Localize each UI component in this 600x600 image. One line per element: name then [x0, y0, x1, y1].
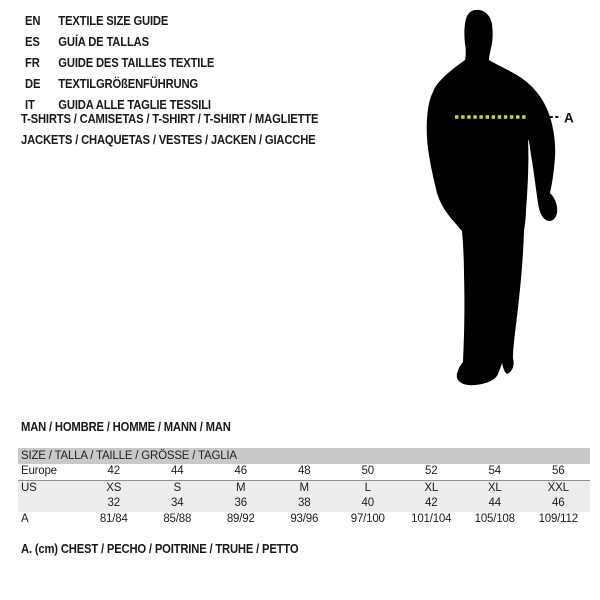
section-title: MAN / HOMBRE / HOMME / MANN / MAN — [21, 420, 231, 434]
footnote: A. (cm) CHEST / PECHO / POITRINE / TRUHE / PETTO — [21, 542, 299, 556]
size-cell: XL — [400, 480, 464, 496]
language-row — [25, 74, 214, 95]
silhouette-path — [427, 10, 557, 385]
language-code: DE — [25, 77, 41, 91]
size-cell: 50 — [336, 464, 400, 480]
size-cell: 46 — [527, 496, 591, 512]
size-cell: XXL — [527, 480, 591, 496]
row-label: Europe — [18, 464, 82, 480]
size-cell: 42 — [82, 464, 146, 480]
language-row — [25, 11, 214, 32]
language-label: TEXTILGRÖßENFÜHRUNG — [58, 77, 199, 91]
size-table-header: SIZE / TALLA / TAILLE / GRÖSSE / TAGLIA — [18, 448, 590, 464]
size-cell: 48 — [273, 464, 337, 480]
size-cell: S — [146, 480, 210, 496]
language-label: TEXTILE SIZE GUIDE — [58, 14, 169, 28]
garment-line-jackets: JACKETS / CHAQUETAS / VESTES / JACKEN / GIACCHE — [21, 133, 316, 147]
man-silhouette-svg — [410, 0, 600, 400]
language-label: GUIDE DES TAILLES TEXTILE — [58, 56, 215, 70]
table-row-intl — [18, 496, 590, 512]
language-code: IT — [25, 98, 35, 112]
size-cell: 109/112 — [538, 512, 578, 525]
size-cell: 42 — [400, 496, 464, 512]
size-cell: 44 — [463, 496, 527, 512]
language-label: GUIDA ALLE TAGLIE TESSILI — [58, 98, 211, 112]
garment-line-tshirts: T-SHIRTS / CAMISETAS / T-SHIRT / T-SHIRT / MAGLIETTE — [21, 112, 319, 126]
size-table — [18, 448, 590, 527]
size-cell: L — [336, 480, 400, 496]
garment-categories — [21, 109, 318, 151]
table-row-europe — [18, 464, 590, 480]
language-row — [25, 53, 214, 74]
man-figure — [410, 0, 600, 400]
row-label: US — [18, 480, 82, 496]
size-cell: 34 — [146, 496, 210, 512]
measure-label: A — [564, 110, 574, 126]
size-cell: 93/96 — [290, 512, 319, 525]
size-cell: 54 — [463, 464, 527, 480]
size-cell: 40 — [336, 496, 400, 512]
size-cell: 97/100 — [350, 512, 385, 525]
size-cell: 81/84 — [99, 512, 128, 525]
table-row-chest — [18, 512, 590, 528]
row-label — [18, 496, 82, 512]
language-row — [25, 32, 214, 53]
size-cell: 44 — [146, 464, 210, 480]
size-cell: 46 — [209, 464, 273, 480]
size-table-header-row — [18, 448, 590, 464]
size-cell: 52 — [400, 464, 464, 480]
language-label: GUÍA DE TALLAS — [58, 35, 149, 49]
size-cell: XL — [463, 480, 527, 496]
language-code: EN — [25, 14, 41, 28]
size-cell: 101/104 — [411, 512, 452, 525]
language-list — [25, 11, 214, 116]
size-cell: 105/108 — [474, 512, 515, 525]
size-cell: XS — [82, 480, 146, 496]
size-cell: 32 — [82, 496, 146, 512]
size-cell: 38 — [273, 496, 337, 512]
table-row-us — [18, 480, 590, 496]
size-cell: 89/92 — [226, 512, 255, 525]
size-cell: M — [209, 480, 273, 496]
size-cell: 56 — [527, 464, 591, 480]
size-cell: 85/88 — [163, 512, 192, 525]
size-cell: M — [273, 480, 337, 496]
size-cell: 36 — [209, 496, 273, 512]
language-code: ES — [25, 35, 40, 49]
language-code: FR — [25, 56, 40, 70]
row-label: A — [21, 512, 29, 525]
